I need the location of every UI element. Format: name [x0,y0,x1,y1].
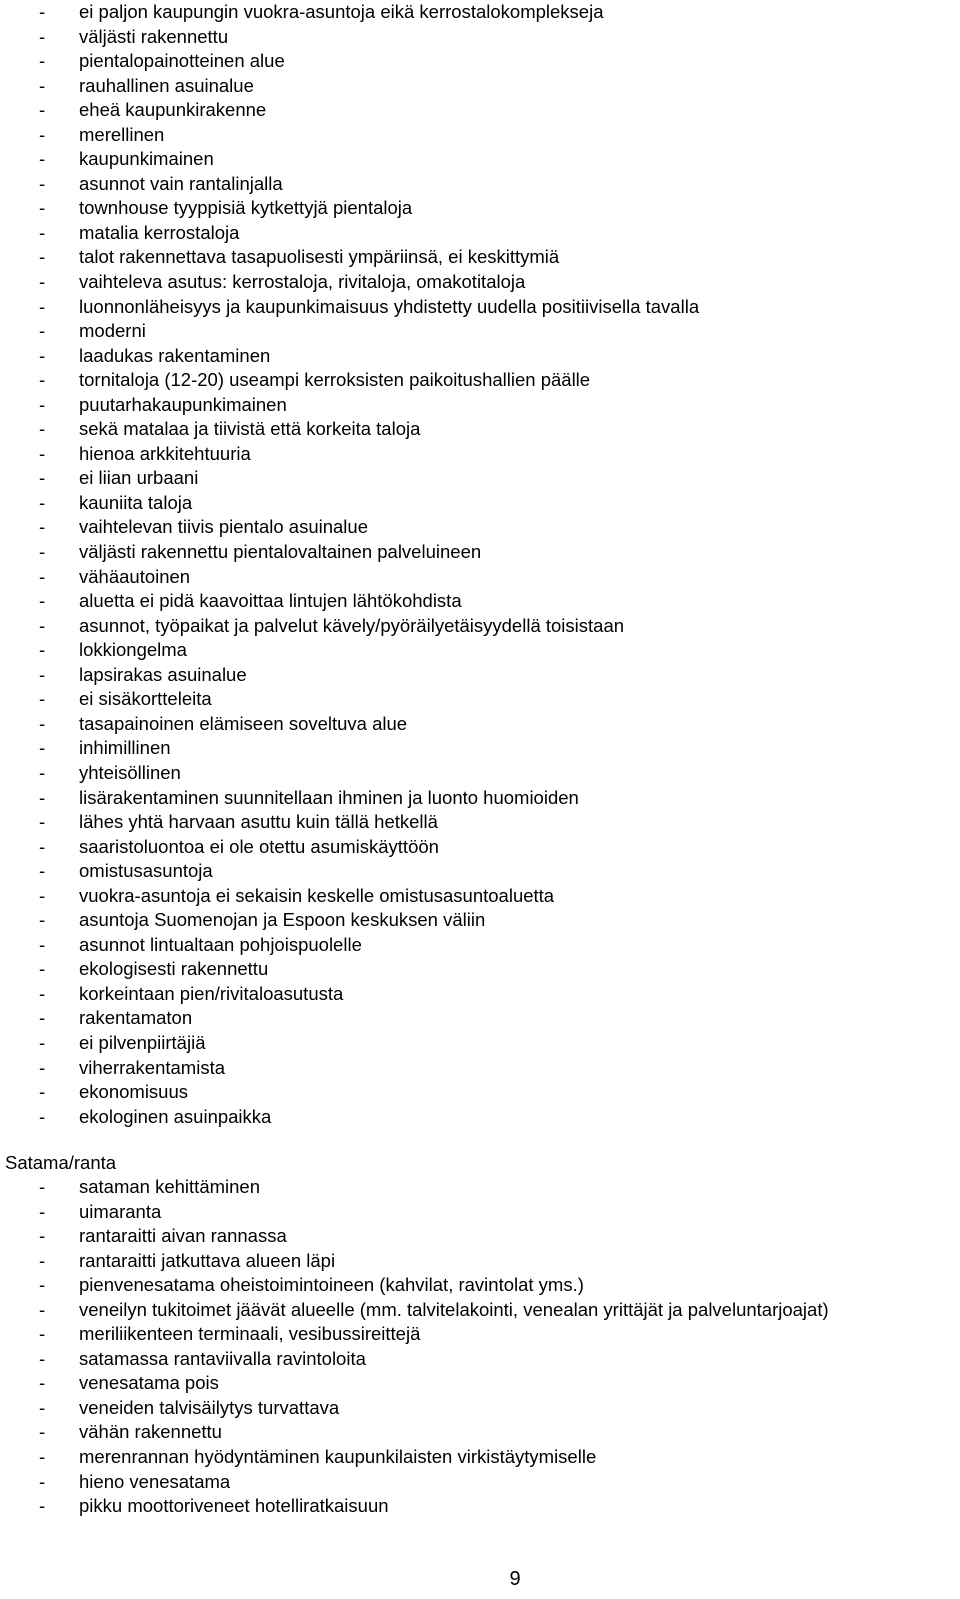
list-item [0,368,960,393]
bullet-dash: - [39,50,46,72]
list-item-text: rantaraitti jatkuttava alueen läpi [79,1249,336,1271]
bullet-dash: - [39,1298,46,1320]
bullet-dash: - [39,172,46,194]
list-item [0,344,960,369]
list-item-text: asunnot lintualtaan pohjoispuolelle [79,933,362,955]
list-item-text: hienoa arkkitehtuuria [79,442,251,464]
list-item-text: viherrakentamista [79,1056,226,1078]
list-item-text: meriliikenteen terminaali, vesibussireittejä [79,1323,421,1345]
list-item-text: ekologinen asuinpaikka [79,1105,272,1127]
list-item [0,196,960,221]
list-item-text: lähes yhtä harvaan asuttu kuin tällä hetkellä [79,811,438,833]
list-item [0,1322,960,1347]
list-item-text: tornitaloja (12-20) useampi kerroksisten paikoitushallien päälle [79,369,591,391]
list-item-text: ei sisäkortteleita [79,688,212,710]
bullet-dash: - [39,1031,46,1053]
bullet-dash: - [39,786,46,808]
bullet-dash: - [39,860,46,882]
list-item [0,245,960,270]
bullet-dash: - [39,835,46,857]
list-item [0,982,960,1007]
list-item [0,1298,960,1323]
list-item [0,147,960,172]
list-item-text: vaihtelevan tiivis pientalo asuinalue [79,516,368,538]
list-item-text: laadukas rakentaminen [79,344,271,366]
list-item [0,736,960,761]
list-item-text: lokkiongelma [79,639,187,661]
bullet-dash: - [39,811,46,833]
list-item-text: merellinen [79,123,165,145]
list-item [0,74,960,99]
list-item [0,1224,960,1249]
list-item-text: sekä matalaa ja tiivistä että korkeita taloja [79,418,421,440]
list-item-text: kaupunkimainen [79,148,214,170]
list-item [0,515,960,540]
list-item [0,859,960,884]
list-item-text: hieno venesatama [79,1470,231,1492]
list-item [0,491,960,516]
list-item [0,1445,960,1470]
list-item-text: uimaranta [79,1200,162,1222]
list-item [0,933,960,958]
list-item-text: lapsirakas asuinalue [79,663,247,685]
bullet-dash: - [39,369,46,391]
list-item [0,1200,960,1225]
list-item-text: ekonomisuus [79,1081,189,1103]
list-item [0,319,960,344]
section-heading: Satama/ranta [5,1152,117,1173]
list-item [0,466,960,491]
list-item [0,884,960,909]
bullet-dash: - [39,1176,46,1197]
list-item-text: asunnot vain rantalinjalla [79,172,283,194]
list-item [0,565,960,590]
list-item-text: puutarhakaupunkimainen [79,393,287,415]
list-item [0,638,960,663]
list-item-text: veneilyn tukitoimet jäävät alueelle (mm. talvitelakointi, venealan yrittäjät ja palveluntarjoajat) [79,1298,829,1320]
bullet-dash: - [39,1372,46,1394]
list-item [0,589,960,614]
bullet-dash: - [39,639,46,661]
list-item [0,1470,960,1495]
list-item-text: ei pilvenpiirtäjiä [79,1031,206,1053]
list-item [0,295,960,320]
bullet-dash: - [39,933,46,955]
list-item-text: saaristoluontoa ei ole otettu asumiskäyttöön [79,835,439,857]
list-item [0,810,960,835]
bullet-dash: - [39,958,46,980]
list-item [0,417,960,442]
page-number: 9 [509,1568,521,1590]
bullet-dash: - [39,1347,46,1369]
list-item [0,221,960,246]
bullet-dash: - [39,663,46,685]
list-item-text: korkeintaan pien/rivitaloasutusta [79,982,344,1004]
bullet-dash: - [39,1105,46,1127]
bullet-dash: - [39,467,46,489]
list-item-text: omistusasuntoja [79,860,213,882]
list-item [0,1420,960,1445]
bullet-dash: - [39,1470,46,1492]
list-item-text: pikku moottoriveneet hotelliratkaisuun [79,1495,389,1517]
list-item [0,98,960,123]
list-item-text: merenrannan hyödyntäminen kaupunkilaisten virkistäytymiselle [79,1446,597,1468]
list-item-text: vaihteleva asutus: kerrostaloja, rivitaloja, omakotitaloja [79,271,526,293]
bullet-dash: - [39,221,46,243]
list-item-text: luonnonläheisyys ja kaupunkimaisuus yhdistetty uudella positiivisella tavalla [79,295,700,317]
bullet-dash: - [39,1081,46,1103]
bullet-list-harbour [0,1175,960,1519]
list-item-text: vähäautoinen [79,565,191,587]
list-item-text: kauniita taloja [79,491,193,513]
bullet-dash: - [39,516,46,538]
bullet-dash: - [39,1056,46,1078]
bullet-dash: - [39,688,46,710]
bullet-dash: - [39,491,46,513]
list-item [0,1396,960,1421]
list-item [0,835,960,860]
bullet-dash: - [39,761,46,783]
bullet-dash: - [39,123,46,145]
bullet-dash: - [39,442,46,464]
list-item-text: rakentamaton [79,1007,193,1029]
list-item [0,687,960,712]
list-item [0,1080,960,1105]
list-item [0,712,960,737]
list-item [0,1175,960,1200]
list-item-text: rantaraitti aivan rannassa [79,1225,287,1247]
list-item-text: väljästi rakennettu pientalovaltainen palveluineen [79,541,482,563]
bullet-dash: - [39,148,46,170]
bullet-dash: - [39,25,46,47]
bullet-dash: - [39,712,46,734]
list-item-text: eheä kaupunkirakenne [79,99,267,121]
bullet-dash: - [39,565,46,587]
list-item-text: satamassa rantaviivalla ravintoloita [79,1347,366,1369]
bullet-dash: - [39,271,46,293]
bullet-dash: - [39,982,46,1004]
list-item [0,270,960,295]
bullet-dash: - [39,737,46,759]
bullet-dash: - [39,1421,46,1443]
list-item [0,49,960,74]
bullet-dash: - [39,1323,46,1345]
bullet-dash: - [39,1396,46,1418]
list-item [0,957,960,982]
list-item [0,1494,960,1519]
bullet-dash: - [39,295,46,317]
bullet-dash: - [39,344,46,366]
list-item [0,1249,960,1274]
bullet-dash: - [39,74,46,96]
list-item [0,172,960,197]
bullet-dash: - [39,1274,46,1296]
list-item [0,1105,960,1130]
list-item-text: sataman kehittäminen [79,1176,260,1197]
list-item [0,614,960,639]
list-item [0,0,960,25]
bullet-dash: - [39,99,46,121]
list-item-text: vähän rakennettu [79,1421,222,1443]
list-item [0,393,960,418]
list-item [0,1056,960,1081]
bullet-dash: - [39,614,46,636]
list-item [0,1347,960,1372]
list-item-text: asunnot, työpaikat ja palvelut kävely/pyöräilyetäisyydellä toisistaan [79,614,625,636]
list-item-text: matalia kerrostaloja [79,221,240,243]
bullet-dash: - [39,393,46,415]
list-item [0,663,960,688]
list-item [0,25,960,50]
bullet-dash: - [39,1007,46,1029]
list-item [0,1031,960,1056]
list-item [0,442,960,467]
list-item-text: ekologisesti rakennettu [79,958,269,980]
list-item-text: rauhallinen asuinalue [79,74,254,96]
list-item [0,123,960,148]
bullet-dash: - [39,1249,46,1271]
list-item-text: pientalopainotteinen alue [79,50,285,72]
list-item-text: yhteisöllinen [79,761,181,783]
list-item-text: townhouse tyyppisiä kytkettyjä pientaloja [79,197,413,219]
bullet-dash: - [39,1495,46,1517]
bullet-dash: - [39,246,46,268]
bullet-dash: - [39,1,46,22]
list-item-text: veneiden talvisäilytys turvattava [79,1396,340,1418]
list-item-text: moderni [79,320,146,342]
list-item-text: asuntoja Suomenojan ja Espoon keskuksen väliin [79,909,486,931]
list-item [0,908,960,933]
list-item-text: väljästi rakennettu [79,25,229,47]
bullet-dash: - [39,590,46,612]
bullet-dash: - [39,1225,46,1247]
bullet-dash: - [39,909,46,931]
list-item-text: vuokra-asuntoja ei sekaisin keskelle omistusasuntoaluetta [79,884,555,906]
list-item-text: lisärakentaminen suunnitellaan ihminen ja luonto huomioiden [79,786,579,808]
list-item [0,1371,960,1396]
bullet-dash: - [39,1200,46,1222]
bullet-dash: - [39,320,46,342]
list-item-text: venesatama pois [79,1372,219,1394]
list-item [0,761,960,786]
list-item [0,1273,960,1298]
bullet-dash: - [39,197,46,219]
list-item [0,786,960,811]
list-item-text: talot rakennettava tasapuolisesti ympäriinsä, ei keskittymiä [79,246,560,268]
bullet-dash: - [39,884,46,906]
bullet-dash: - [39,1446,46,1468]
list-item-text: ei liian urbaani [79,467,199,489]
list-item-text: tasapainoinen elämiseen soveltuva alue [79,712,408,734]
list-item-text: aluetta ei pidä kaavoittaa lintujen lähtökohdista [79,590,462,612]
bullet-dash: - [39,541,46,563]
list-item-text: pienvenesatama oheistoimintoineen (kahvilat, ravintolat yms.) [79,1274,584,1296]
list-item-text: ei paljon kaupungin vuokra-asuntoja eikä kerrostalokomplekseja [79,1,604,22]
bullet-dash: - [39,418,46,440]
list-item [0,540,960,565]
list-item [0,1006,960,1031]
list-item-text: inhimillinen [79,737,171,759]
